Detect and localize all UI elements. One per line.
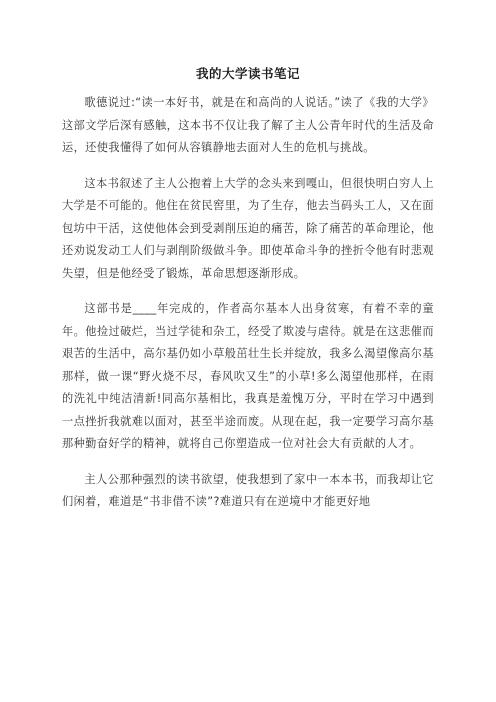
document-body — [62, 92, 434, 527]
paragraph-2: 这本书叙述了主人公抱着上大学的念头来到嘎山，但很快明白穷人上大学是不可能的。他住在贫民窖里，为了生存，他去当码头工人，又在面包坊中干活，这使他体会到受剥削压迫的痛苦，除了痛苦的革命理论，他还劝说发动工人们与剥削阶级做斗争。即使革命斗争的挫折令他有时悲观失望，但是他经受了锻炼，革命思想逐渐形成。 — [62, 176, 434, 280]
paragraph-1: 歌德说过:“读一本好书，就是在和高尚的人说话。”读了《我的大学》这部文学后深有感触，这本书不仅让我了解了主人公青年时代的生活及命运，还使我懂得了如何从容镇静地去面对人生的危机与挑战。 — [62, 96, 434, 154]
paragraph-4: 主人公那种强烈的读书欲望，使我想到了家中一本本书，而我却让它们闲着，难道是“书非借不读”?难道只有在逆境中才能更好地 — [62, 472, 434, 508]
paragraph-3: 这部书是____年完成的，作者高尔基本人出身贫寒，有着不幸的童年。他捡过破烂，当过学徒和杂工，经受了欺凌与虐待。就是在这悲催而艰苦的生活中，高尔基仍如小草般茁壮生长并绽放，我多么渴望像高尔基那样，做一课“野火烧不尽，春风吹又生”的小草!多么渴望他那样，在雨的洗礼中纯洁清新!同高尔基相比，我真是羞愧万分，平时在学习中遇到一点挫折我就难以面对，甚至半途而废。从现在起，我一定要学习高尔基那种勤奋好学的精神，就将自己你塑造成一位对社会大有贡献的人才。 — [62, 302, 434, 450]
document-title: 我的大学读书笔记 — [195, 66, 300, 81]
